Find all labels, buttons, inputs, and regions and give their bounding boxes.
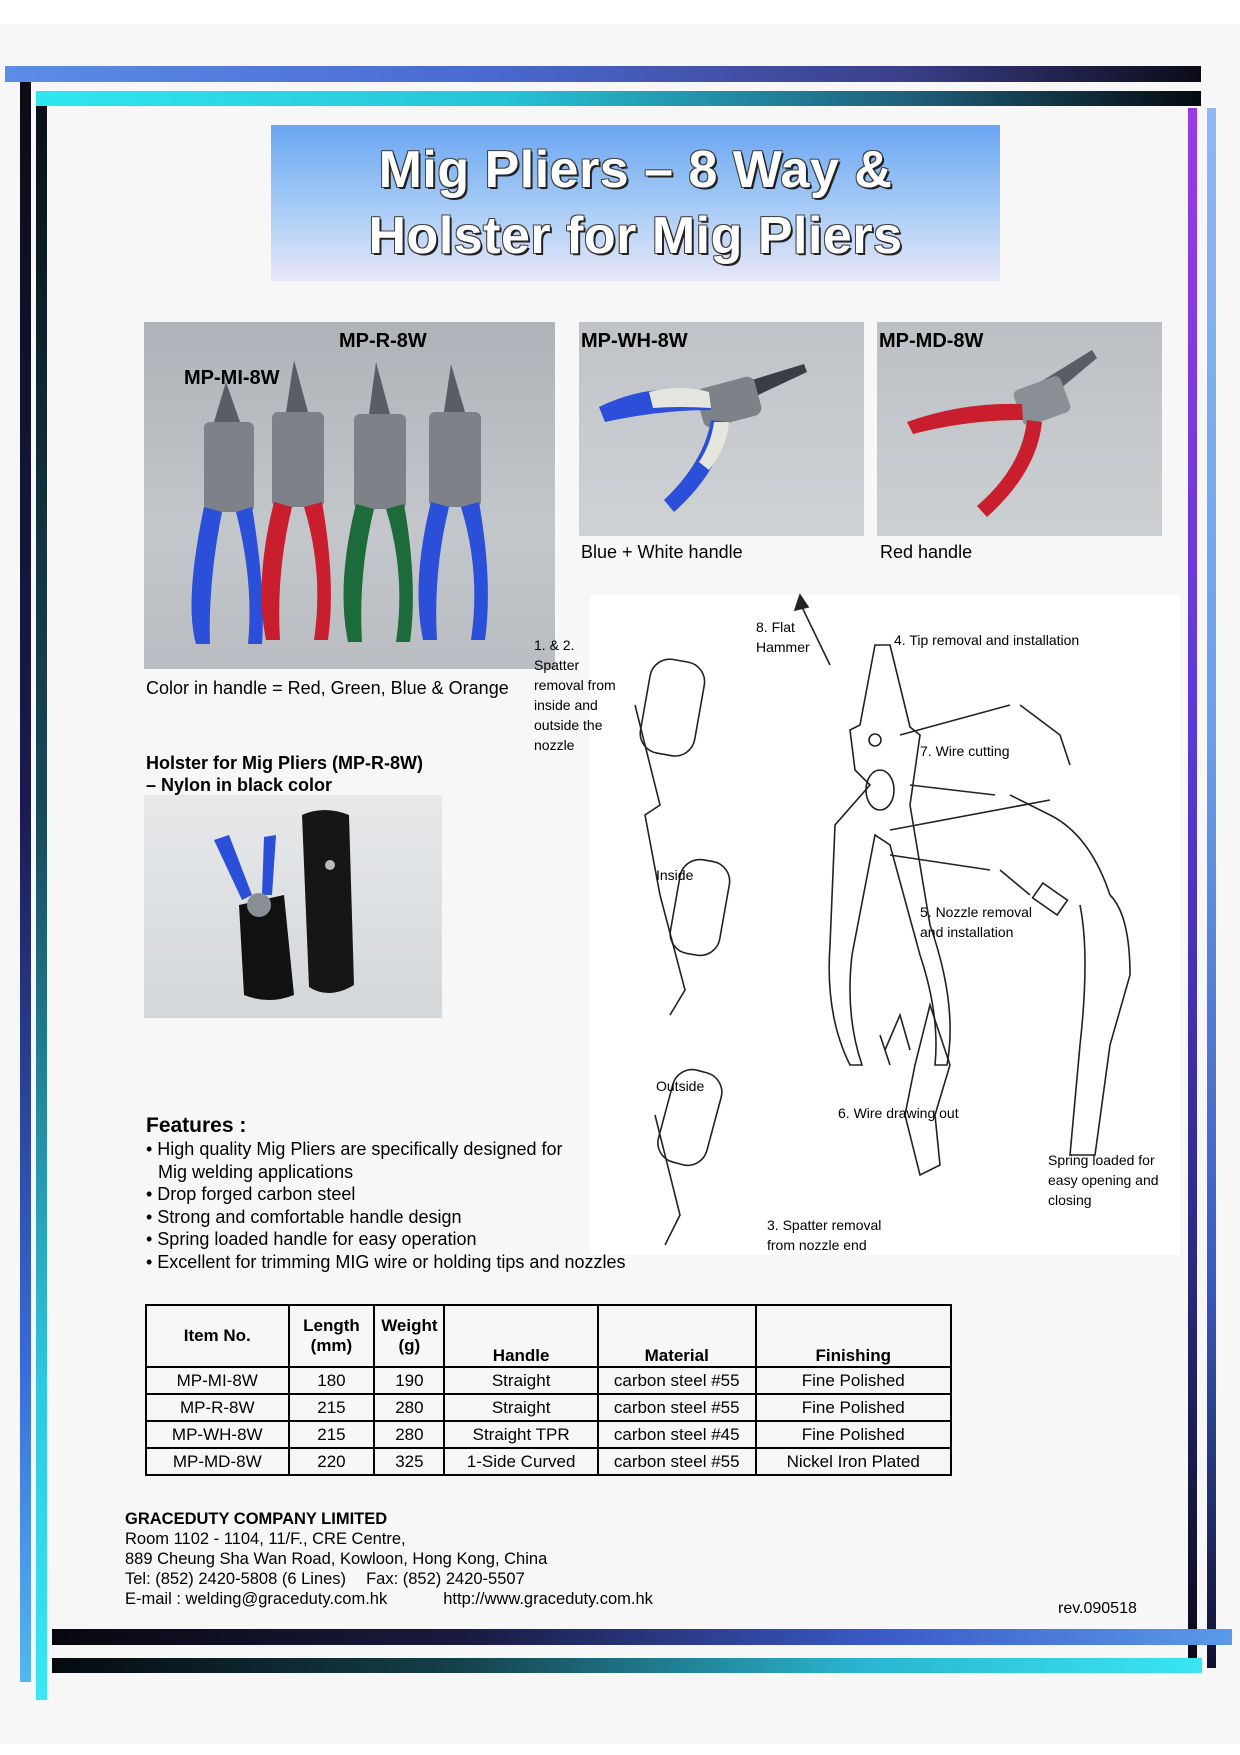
feature-item: • Spring loaded handle for easy operation xyxy=(146,1229,477,1249)
cell-weight: 280 xyxy=(374,1421,444,1448)
company-info xyxy=(125,1509,653,1609)
cell-handle: 1-Side Curved xyxy=(444,1448,598,1475)
cell-material: carbon steel #55 xyxy=(598,1367,756,1394)
diagram-spatter-line-3: removal from xyxy=(534,677,616,693)
plier-blue-1 xyxy=(192,382,263,644)
feature-item: • Excellent for trimming MIG wire or holding tips and nozzles xyxy=(146,1251,626,1272)
diagram-flat-hammer-line-1: 8. Flat xyxy=(756,619,795,635)
diagram-spatter-line-2: Spatter xyxy=(534,657,580,673)
frame-bar-right-1 xyxy=(1188,108,1197,1658)
title-line-2: Holster for Mig Pliers xyxy=(368,207,903,265)
cell-length: 180 xyxy=(289,1367,375,1394)
revision-label: rev.090518 xyxy=(1058,1600,1137,1617)
cell-finishing: Nickel Iron Plated xyxy=(756,1448,952,1475)
cell-weight: 190 xyxy=(374,1367,444,1394)
cell-weight: 280 xyxy=(374,1394,444,1421)
cell-material: carbon steel #45 xyxy=(598,1421,756,1448)
company-website-link[interactable]: http://www.graceduty.com.hk xyxy=(443,1590,653,1608)
cell-length: 215 xyxy=(289,1421,375,1448)
plier-blue-2 xyxy=(419,364,488,640)
cell-item: MP-WH-8W xyxy=(146,1421,289,1448)
cell-item: MP-R-8W xyxy=(146,1394,289,1421)
usage-diagram xyxy=(534,595,1180,1255)
wh-plier-image xyxy=(579,322,864,536)
th-finishing: Finishing xyxy=(756,1305,952,1367)
plier-red xyxy=(262,360,331,640)
diagram-spatter-line-5: outside the xyxy=(534,717,603,733)
frame-bar-top-2 xyxy=(36,91,1201,106)
table-row xyxy=(146,1394,951,1421)
diagram-spring-line-1: Spring loaded for xyxy=(1048,1152,1155,1168)
wh-plier-photo xyxy=(579,322,864,536)
holster-title xyxy=(146,752,423,796)
label-mp-r-8w: MP-R-8W xyxy=(339,330,427,352)
feature-item: • High quality Mig Pliers are specifically designed for xyxy=(146,1139,563,1159)
cell-handle: Straight TPR xyxy=(444,1421,598,1448)
cell-finishing: Fine Polished xyxy=(756,1394,952,1421)
label-mp-md-8w: MP-MD-8W xyxy=(879,330,984,352)
md-caption: Red handle xyxy=(880,542,973,562)
table-row xyxy=(146,1367,951,1394)
cell-length: 215 xyxy=(289,1394,375,1421)
cell-finishing: Fine Polished xyxy=(756,1421,952,1448)
diagram-spatter-line-1: 1. & 2. xyxy=(534,637,575,653)
diagram-spatter-end-line-2: from nozzle end xyxy=(767,1237,867,1253)
cell-weight: 325 xyxy=(374,1448,444,1475)
diagram-spatter-line-4: inside and xyxy=(534,697,598,713)
features-section xyxy=(146,1114,626,1273)
table-row xyxy=(146,1421,951,1448)
diagram-label-inside: Inside xyxy=(656,867,694,883)
company-name: GRACEDUTY COMPANY LIMITED xyxy=(125,1510,388,1528)
diagram-label-outside: Outside xyxy=(656,1078,705,1094)
th-material: Material xyxy=(598,1305,756,1367)
th-length: Length (mm) xyxy=(289,1305,375,1367)
md-plier-photo xyxy=(877,322,1162,536)
th-weight: Weight (g) xyxy=(374,1305,444,1367)
diagram-label-tip: 4. Tip removal and installation xyxy=(894,632,1080,648)
spec-table xyxy=(145,1304,952,1476)
diagram-spatter-end-line-1: 3. Spatter removal xyxy=(767,1217,882,1233)
diagram-label-flat-hammer xyxy=(756,617,810,657)
diagram-nozzle-line-2: and installation xyxy=(920,924,1014,940)
cell-handle: Straight xyxy=(444,1367,598,1394)
wh-caption: Blue + White handle xyxy=(581,542,743,562)
company-contact-line xyxy=(125,1589,653,1609)
cell-length: 220 xyxy=(289,1448,375,1475)
company-address-2: 889 Cheung Sha Wan Road, Kowloon, Hong Kong, China xyxy=(125,1550,548,1568)
th-handle: Handle xyxy=(444,1305,598,1367)
md-plier-image xyxy=(877,322,1162,536)
title-line-1: Mig Pliers – 8 Way & xyxy=(378,141,893,199)
table-header-row xyxy=(146,1305,951,1367)
diagram-label-nozzle xyxy=(920,902,1032,942)
company-tel: Tel: (852) 2420-5808 (6 Lines) xyxy=(125,1570,347,1588)
pliers-group-photo xyxy=(144,322,555,669)
features-title: Features : xyxy=(146,1114,247,1137)
diagram-spring-line-2: easy opening and xyxy=(1048,1172,1159,1188)
cell-finishing: Fine Polished xyxy=(756,1367,952,1394)
diagram-label-wire-drawing: 6. Wire drawing out xyxy=(838,1105,959,1121)
diagram-spatter-line-6: nozzle xyxy=(534,737,575,753)
company-email-link[interactable]: E-mail : welding@graceduty.com.hk xyxy=(125,1590,388,1608)
frame-bar-bottom-1 xyxy=(52,1629,1232,1645)
th-item: Item No. xyxy=(146,1305,289,1367)
diagram-label-wire-cutting: 7. Wire cutting xyxy=(920,743,1010,759)
frame-bar-left-2 xyxy=(36,106,47,1700)
cell-material: carbon steel #55 xyxy=(598,1448,756,1475)
frame-bar-left-1 xyxy=(20,82,31,1682)
frame-bar-right-2 xyxy=(1207,108,1216,1668)
company-phone-line xyxy=(125,1569,653,1589)
holster-title-line-2: – Nylon in black color xyxy=(146,775,333,795)
label-mp-mi-8w: MP-MI-8W xyxy=(184,367,280,389)
diagram-label-spatter-end xyxy=(767,1215,881,1255)
diagram-flat-hammer-line-2: Hammer xyxy=(756,639,810,655)
feature-item: Mig welding applications xyxy=(158,1161,354,1182)
holster-photo xyxy=(144,795,442,1018)
cell-item: MP-MD-8W xyxy=(146,1448,289,1475)
label-mp-wh-8w: MP-WH-8W xyxy=(581,330,688,352)
diagram-label-spatter xyxy=(534,635,616,755)
company-fax: Fax: (852) 2420-5507 xyxy=(366,1570,525,1588)
holster-title-line-1: Holster for Mig Pliers (MP-R-8W) xyxy=(146,753,424,773)
cell-handle: Straight xyxy=(444,1394,598,1421)
diagram-nozzle-line-1: 5. Nozzle removal xyxy=(920,904,1033,920)
diagram-label-spring xyxy=(1048,1150,1159,1210)
cell-item: MP-MI-8W xyxy=(146,1367,289,1394)
frame-bar-bottom-2 xyxy=(52,1658,1202,1673)
title-banner xyxy=(271,125,1000,281)
holster-image xyxy=(144,795,442,1018)
table-row xyxy=(146,1448,951,1475)
feature-item: • Strong and comfortable handle design xyxy=(146,1206,462,1227)
cell-material: carbon steel #55 xyxy=(598,1394,756,1421)
company-address-1: Room 1102 - 1104, 11/F., CRE Centre, xyxy=(125,1530,406,1548)
diagram-spring-line-3: closing xyxy=(1048,1192,1092,1208)
main-photo-caption: Color in handle = Red, Green, Blue & Orange xyxy=(146,678,509,698)
frame-bar-top-1 xyxy=(5,66,1201,82)
feature-item: • Drop forged carbon steel xyxy=(146,1184,356,1204)
plier-green xyxy=(344,362,413,642)
